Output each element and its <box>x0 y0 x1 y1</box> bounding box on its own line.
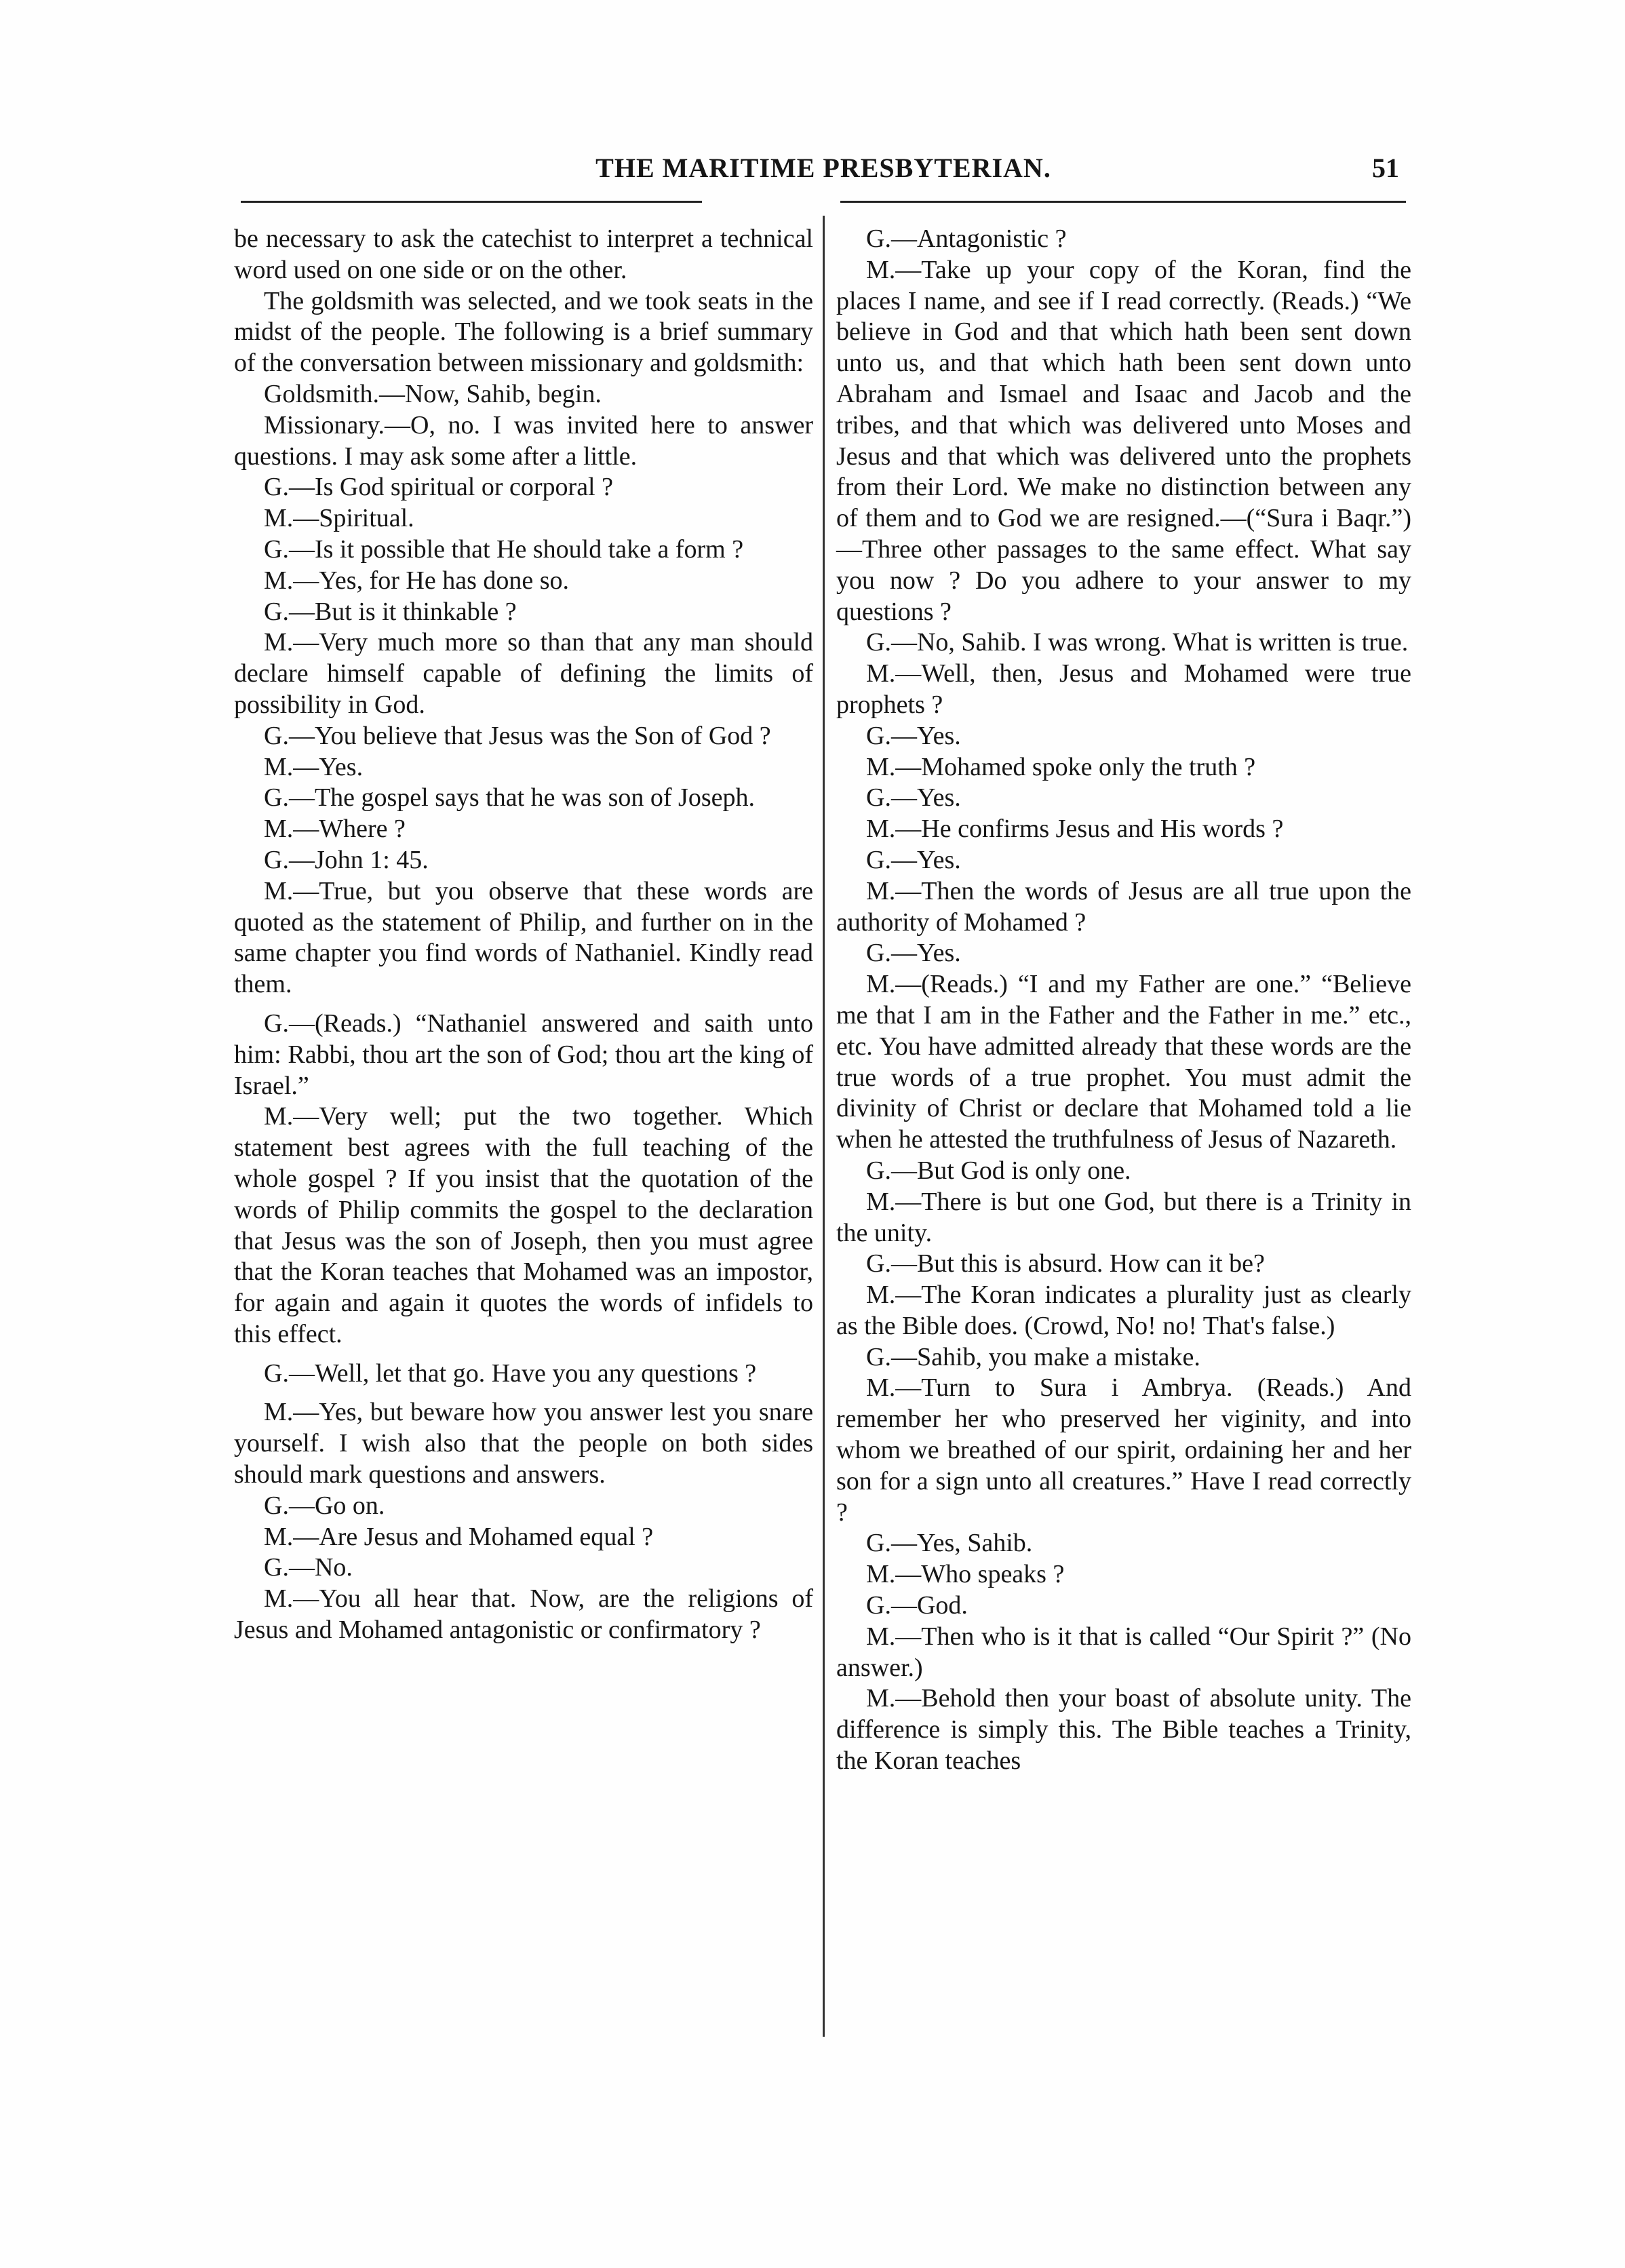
left-column <box>234 224 813 1646</box>
paragraph: M.—There is but one God, but there is a Trinity in the unity. <box>836 1187 1411 1247</box>
paragraph: M.—Yes. <box>264 752 364 781</box>
paragraph: G.—But is it thinkable ? <box>264 597 517 626</box>
running-title: THE MARITIME PRESBYTERIAN. <box>595 153 1051 183</box>
paragraph: G.—But God is only one. <box>866 1156 1131 1185</box>
paragraph: G.—Sahib, you make a mistake. <box>866 1342 1200 1371</box>
paragraph: M.—Very well; put the two together. Which statement best agrees with the full teaching of the whole gospel ? If you insist that the quotation of the words of Philip commits the gospel to the declaration that Jesus was the son of Joseph, then you must agree that the Koran teaches that Mohamed was an impostor, for again and again it quotes the words of infidels to this effect. <box>234 1102 813 1348</box>
paragraph: M.—Take up your copy of the Koran, find the places I name, and see if I read correctly. (Reads.) “We believe in God and that which hath been sent down unto us, and that which hath been sent down unto Abraham and Ismael and Isaac and Jacob and the tribes, and that which was delivered unto Moses and Jesus and that which was delivered unto the prophets from their Lord. We make no distinction between any of them and to God we are resigned.—(“Sura i Baqr.”)—Three other passages to the same effect. What say you now ? Do you adhere to your answer to my questions ? <box>836 255 1411 626</box>
paragraph: M.—Where ? <box>264 815 406 844</box>
paragraph: G.—God. <box>866 1591 968 1620</box>
paragraph: M.—(Reads.) “I and my Father are one.” “Believe me that I am in the Father and the Father in me.” etc., etc. You have admitted already that these words are the true words of a true prophet. You must admit the divinity of Christ or declare that Mohamed told a lie when he attested the truthfulness of Jesus of Nazareth. <box>836 970 1411 1154</box>
paragraph: M.—Spiritual. <box>264 504 414 533</box>
paragraph: M.—The Koran indicates a plurality just as clearly as the Bible does. (Crowd, No! no! That's false.) <box>836 1280 1411 1340</box>
paragraph: G.—(Reads.) “Nathaniel answered and saith unto him: Rabbi, thou art the son of God; thou art the king of Israel.” <box>234 1009 813 1100</box>
paragraph: M.—Yes, but beware how you answer lest you snare yourself. I wish also that the people on both sides should mark questions and answers. <box>234 1398 813 1489</box>
paragraph: M.—Behold then your boast of absolute unity. The difference is simply this. The Bible teaches a Trinity, the Koran teaches <box>836 1684 1411 1776</box>
paragraph: G.—Yes. <box>866 721 961 750</box>
paragraph: G.—The gospel says that he was son of Joseph. <box>264 783 756 813</box>
paragraph: M.—Very much more so than that any man should declare himself capable of defining the limits of possibility in God. <box>234 628 813 719</box>
paragraph: M.—He confirms Jesus and His words ? <box>866 815 1284 844</box>
paragraph: G.—No. <box>264 1553 353 1582</box>
right-column <box>836 224 1411 1777</box>
paragraph: be necessary to ask the catechist to interpret a technical word used on one side or on the other. <box>234 224 813 284</box>
paragraph: G.—You believe that Jesus was the Son of God ? <box>264 721 771 750</box>
paragraph: Goldsmith.—Now, Sahib, begin. <box>264 379 602 408</box>
paragraph: G.—Well, let that go. Have you any questions ? <box>264 1358 757 1388</box>
column-divider <box>823 216 825 2037</box>
paragraph: M.—Turn to Sura i Ambrya. (Reads.) And remember her who preserved her viginity, and into whom we breathed of our spirit, ordaining her and her son for a sign unto all creatures.” Have I read correctly ? <box>836 1373 1411 1527</box>
paragraph: Missionary.—O, no. I was invited here to answer questions. I may ask some after a little. <box>234 410 813 471</box>
paragraph: G.—Is God spiritual or corporal ? <box>264 473 613 502</box>
paragraph: G.—Is it possible that He should take a form ? <box>264 534 744 564</box>
paragraph: M.—Well, then, Jesus and Mohamed were true prophets ? <box>836 659 1411 719</box>
paragraph: M.—Then the words of Jesus are all true upon the authority of Mohamed ? <box>836 876 1411 937</box>
paragraph: The goldsmith was selected, and we took seats in the midst of the people. The following is a brief summary of the conversation between missionary and goldsmith: <box>234 286 813 378</box>
paragraph: M.—Mohamed spoke only the truth ? <box>866 752 1256 781</box>
page-header <box>241 152 1406 193</box>
paragraph: G.—Yes. <box>866 783 961 813</box>
paragraph: M.—You all hear that. Now, are the religions of Jesus and Mohamed antagonistic or confirmatory ? <box>234 1584 813 1645</box>
header-rule-left <box>241 201 702 203</box>
paragraph: G.—Antagonistic ? <box>866 224 1067 253</box>
page-number: 51 <box>1372 153 1399 183</box>
header-rule-right <box>840 201 1406 203</box>
paragraph: M.—Yes, for He has done so. <box>264 566 570 595</box>
paragraph: G.—Yes. <box>866 845 961 874</box>
paragraph: G.—But this is absurd. How can it be? <box>866 1249 1265 1278</box>
paragraph: M.—Are Jesus and Mohamed equal ? <box>264 1522 654 1551</box>
paragraph: M.—Then who is it that is called “Our Spirit ?” (No answer.) <box>836 1622 1411 1682</box>
paragraph: G.—Yes. <box>866 939 961 968</box>
paragraph: G.—Yes, Sahib. <box>866 1529 1033 1558</box>
paragraph: G.—Go on. <box>264 1491 385 1520</box>
paragraph: G.—John 1: 45. <box>264 845 429 874</box>
paragraph: M.—True, but you observe that these words are quoted as the statement of Philip, and further on in the same chapter you find words of Nathaniel. Kindly read them. <box>234 876 813 999</box>
paragraph: M.—Who speaks ? <box>866 1560 1065 1589</box>
paragraph: G.—No, Sahib. I was wrong. What is written is true. <box>866 628 1409 657</box>
